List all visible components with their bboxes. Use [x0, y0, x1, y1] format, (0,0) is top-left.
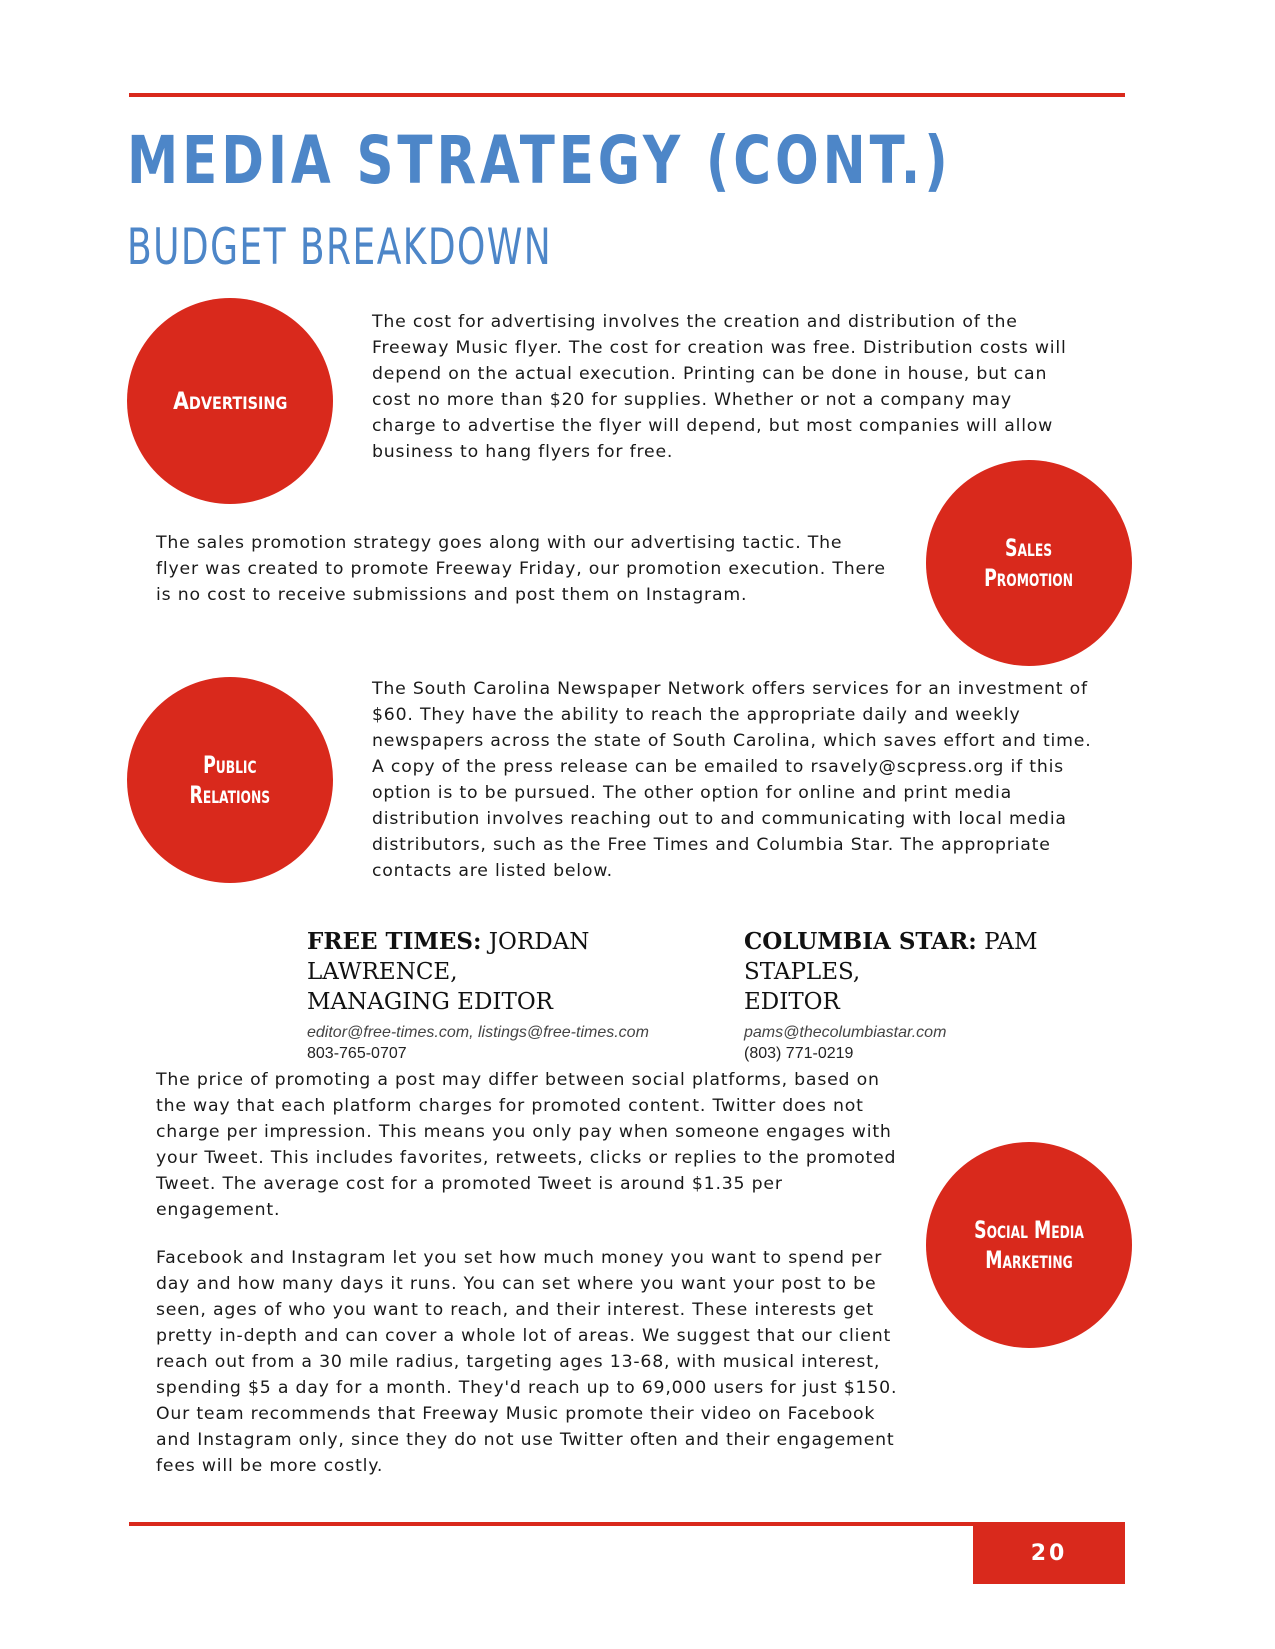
- sales-promotion-text: The sales promotion strategy goes along with our advertising tactic. The flyer was created to promote Freeway Friday, our promotion execution. There is no cost to receive submissions and post them on Instagram.: [156, 533, 886, 605]
- social-media-badge: [926, 1142, 1132, 1348]
- advertising-text: The cost for advertising involves the creation and distribution of the Freeway Music flyer. The cost for creation was free. Distribution costs will depend on the actual execution. Printing can be done in house, but can cost no more than $20 for supplies. Whether or not a company may charge to advertise the flyer will depend, but most companies will allow business to hang flyers for free.: [372, 312, 1067, 462]
- public-relations-badge: [127, 677, 333, 883]
- advertising-badge: [127, 298, 333, 504]
- public-relations-label-line2: Relations: [189, 781, 271, 809]
- contact-phone: 803-765-0707: [307, 1045, 407, 1062]
- contact-person: JORDAN LAWRENCE,: [307, 929, 590, 985]
- sales-promotion-label-line2: Promotion: [984, 564, 1074, 592]
- social-media-label-line1: Social Media: [974, 1216, 1084, 1244]
- page-number: 20: [973, 1522, 1125, 1584]
- social-media-label-line2: Marketing: [985, 1246, 1073, 1274]
- contact-outlet: FREE TIMES:: [307, 928, 482, 955]
- public-relations-text: The South Carolina Newspaper Network offers services for an investment of $60. They have the ability to reach the appropriate daily and weekly newspapers across the state of South Carolina, which saves effort and time. A copy of the press release can be emailed to rsavely@scpress.org if this option is to be pursued. The other option for online and print media distribution involves reaching out to and communicating with local media distributors, such as the Free Times and Columbia Star. The appropriate contacts are listed below.: [372, 679, 1092, 881]
- page-subtitle: BUDGET BREAKDOWN: [127, 218, 553, 276]
- advertising-label: Advertising: [172, 387, 288, 415]
- contact-phone: (803) 771-0219: [744, 1045, 854, 1062]
- contact-email: editor@free-times.com, listings@free-times.com: [307, 1024, 649, 1041]
- contact-outlet: COLUMBIA STAR:: [744, 928, 977, 955]
- contact-email: pams@thecolumbiastar.com: [744, 1024, 947, 1041]
- contact-role: MANAGING EDITOR: [307, 989, 553, 1015]
- page-title: MEDIA STRATEGY (CONT.): [127, 122, 952, 199]
- contact-free-times: [307, 927, 737, 1065]
- social-media-text-2: Facebook and Instagram let you set how much money you want to spend per day and how many days it runs. You can set where you want your post to be seen, ages of who you want to reach, and their interest. These interests get pretty in-depth and can cover a whole lot of areas. We suggest that our client reach out from a 30 mile radius, targeting ages 13-68, with musical interest, spending $5 a day for a month. They'd reach up to 69,000 users for just $150. Our team recommends that Freeway Music promote their video on Facebook and Instagram only, since they do not use Twitter often and their engagement fees will be more costly.: [156, 1248, 898, 1476]
- top-divider: [129, 93, 1125, 97]
- sales-promotion-badge: [926, 460, 1132, 666]
- sales-promotion-label-line1: Sales: [1005, 534, 1053, 562]
- public-relations-label-line1: Public: [203, 751, 257, 779]
- contact-columbia-star: [744, 927, 1154, 1065]
- social-media-text-1: The price of promoting a post may differ between social platforms, based on the way that each platform charges for promoted content. Twitter does not charge per impression. This means you only pay when someone engages with your Tweet. This includes favorites, retweets, clicks or replies to the promoted Tweet. The average cost for a promoted Tweet is around $1.35 per engagement.: [156, 1070, 897, 1220]
- contact-role: EDITOR: [744, 989, 840, 1015]
- contact-person: PAM STAPLES,: [744, 929, 1038, 985]
